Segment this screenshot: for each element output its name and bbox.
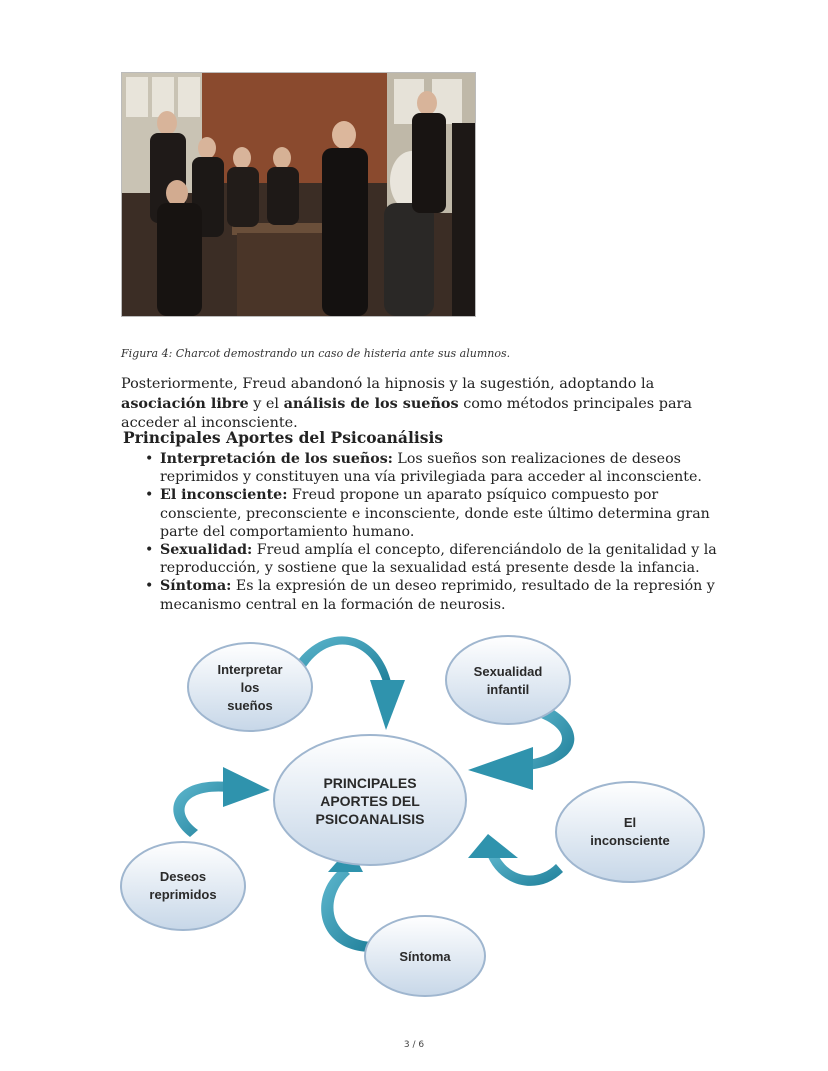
list-item-term: Síntoma: [160,578,232,595]
list-item [145,577,720,613]
charcot-painting-image [121,72,476,317]
paragraph-text-1: Posteriormente, Freud abandonó la hipnosis y la sugestión, adoptando la [121,376,655,392]
node-deseos-line-2: reprimidos [149,887,217,902]
list-item-text: Es la expresión de un deseo reprimido, resultado de la represión y mecanismo central en la formación de neurosis. [160,578,715,613]
node-deseos-line-1: Deseos [159,869,207,884]
diagram-svg [118,622,718,1007]
list-item-text: Freud propone un aparato psíquico compuesto por consciente, preconsciente e inconsciente, donde este último determina gran parte del comportamiento humano. [160,487,710,540]
painting-illustration [122,73,475,316]
node-sintoma [365,916,485,996]
arrow-inconsciente-to-center [468,834,563,886]
section-heading: Principales Aportes del Psicoanálisis [123,428,444,447]
list-item [145,486,720,541]
bullet-icon: • [145,578,154,595]
list-item-text: Freud amplía el concepto, diferenciándolo de la genitalidad y la reproducción, y sostiene que la sexualidad está presente desde la infancia. [160,542,717,577]
aportes-diagram [118,622,718,1007]
node-inconsciente-line-1: El [623,815,637,830]
center-node [274,735,466,865]
node-deseos-reprimidos [121,842,245,930]
node-inconsciente-line-2: inconsciente [590,833,670,848]
list-item-term: Interpretación de los sueños: [160,451,393,467]
list-item-term: El inconsciente: [160,487,288,504]
node-suenos-line-1: Interpretar [217,662,283,677]
figure-caption: Figura 4: Charcot demostrando un caso de histeria ante sus alumnos. [121,347,511,360]
center-line-2: APORTES DEL [320,793,420,809]
node-sintoma-line-1: Síntoma [399,949,451,964]
list-item-term: Sexualidad: [160,542,253,559]
node-sexualidad-line-1: Sexualidad [473,664,543,679]
paragraph-text-3: como métodos principales para acceder al inconsciente. [121,396,692,431]
node-suenos-line-3: sueños [227,698,273,713]
paragraph-bold-1: asociación libre [121,395,249,412]
body-paragraph [121,375,711,433]
bullet-icon: • [145,487,154,504]
node-suenos-line-2: los [240,680,260,695]
node-interpretar-suenos [188,643,312,731]
arrow-deseos-to-center [173,767,270,837]
list-item [145,541,720,577]
page-number: 3 / 6 [403,1040,425,1050]
bullet-icon: • [145,542,154,559]
node-sexualidad-infantil [446,636,570,724]
aportes-list [145,450,720,614]
list-item-text: Los sueños son realizaciones de deseos reprimidos y constituyen una vía privilegiada para acceder al inconsciente. [160,451,702,486]
node-sexualidad-line-2: infantil [486,682,530,697]
node-el-inconsciente [556,782,704,882]
center-line-1: PRINCIPALES [323,775,417,791]
paragraph-text-2: y el [248,396,284,412]
paragraph-bold-2: análisis de los sueños [283,395,459,412]
list-item [145,450,720,486]
center-line-3: PSICOANALISIS [315,811,425,827]
bullet-icon: • [145,451,154,467]
